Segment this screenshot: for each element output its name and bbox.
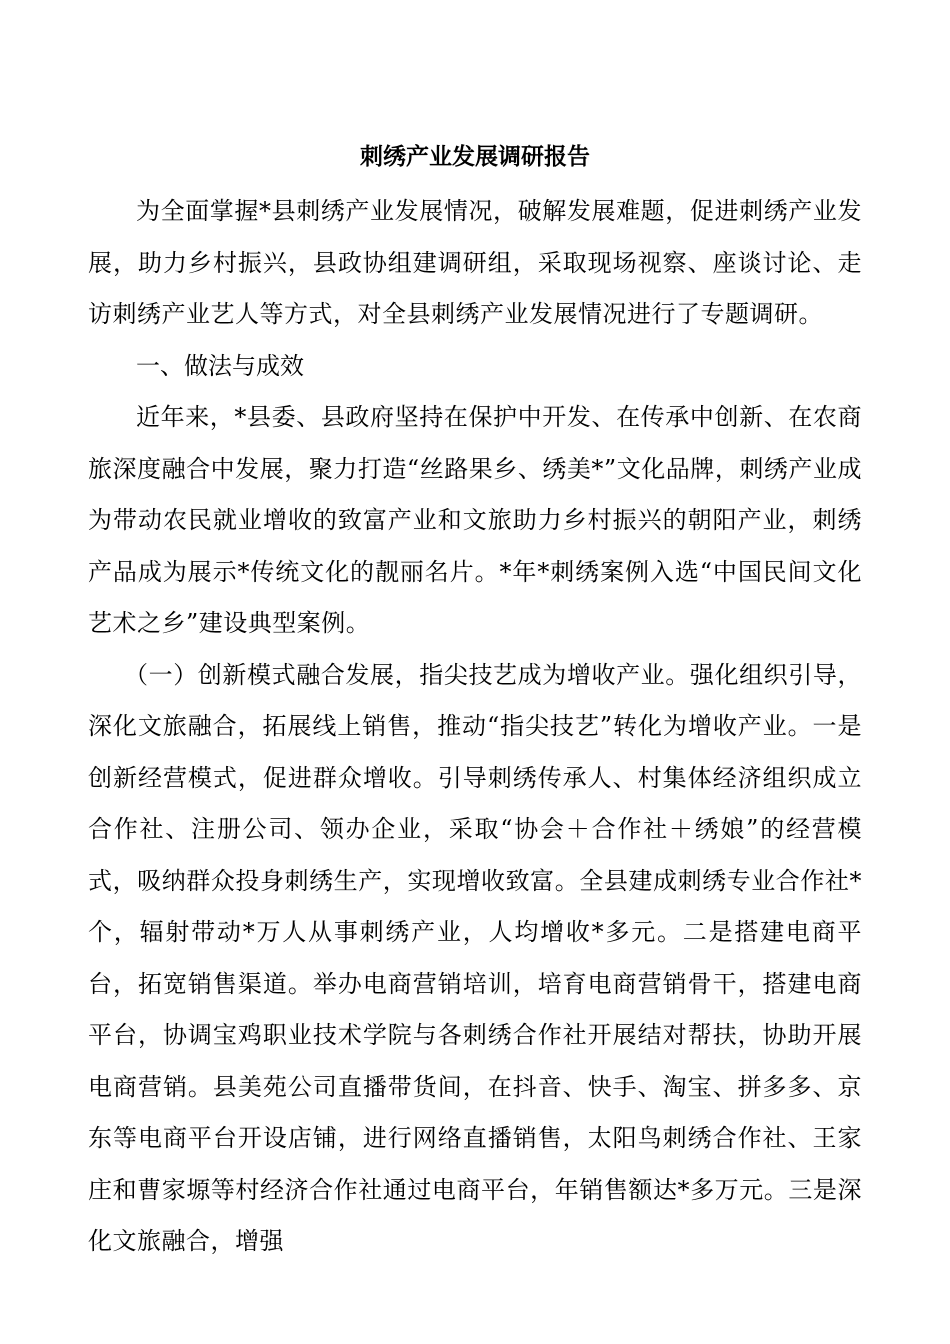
document-page — [88, 134, 862, 1268]
section-paragraph: 近年来，*县委、县政府坚持在保护中开发、在传承中创新、在农商旅深度融合中发展，聚力打造“丝路果乡、绣美*”文化品牌，刺绣产业成为带动农民就业增收的致富产业和文旅助力乡村振兴的朝阳产业，刺绣产品成为展示*传统文化的靓丽名片。*年*刺绣案例入选“中国民间文化艺术之乡”建设典型案例。 — [88, 403, 862, 637]
subsection-paragraph: （一）创新模式融合发展，指尖技艺成为增收产业。强化组织引导，深化文旅融合，拓展线上销售，推动“指尖技艺”转化为增收产业。一是创新经营模式，促进群众增收。引导刺绣传承人、村集体经济组织成立合作社、注册公司、领办企业，采取“协会＋合作社＋绣娘”的经营模式，吸纳群众投身刺绣生产，实现增收致富。全县建成刺绣专业合作社*个，辐射带动*万人从事刺绣产业，人均增收*多元。二是搭建电商平台，拓宽销售渠道。举办电商营销培训，培育电商营销骨干，搭建电商平台，协调宝鸡职业技术学院与各刺绣合作社开展结对帮扶，协助开展电商营销。县美苑公司直播带货间，在抖音、快手、淘宝、拼多多、京东等电商平台开设店铺，进行网络直播销售，太阳鸟刺绣合作社、王家庄和曹家塬等村经济合作社通过电商平台，年销售额达*多万元。三是深化文旅融合，增强 — [88, 660, 862, 1255]
section-heading: 一、做法与成效 — [136, 351, 304, 380]
intro-paragraph: 为全面掌握*县刺绣产业发展情况，破解发展难题，促进刺绣产业发展，助力乡村振兴，县政协组建调研组，采取现场视察、座谈讨论、走访刺绣产业艺人等方式，对全县刺绣产业发展情况进行了专题调研。 — [88, 197, 862, 328]
document-title: 刺绣产业发展调研报告 — [360, 143, 590, 170]
